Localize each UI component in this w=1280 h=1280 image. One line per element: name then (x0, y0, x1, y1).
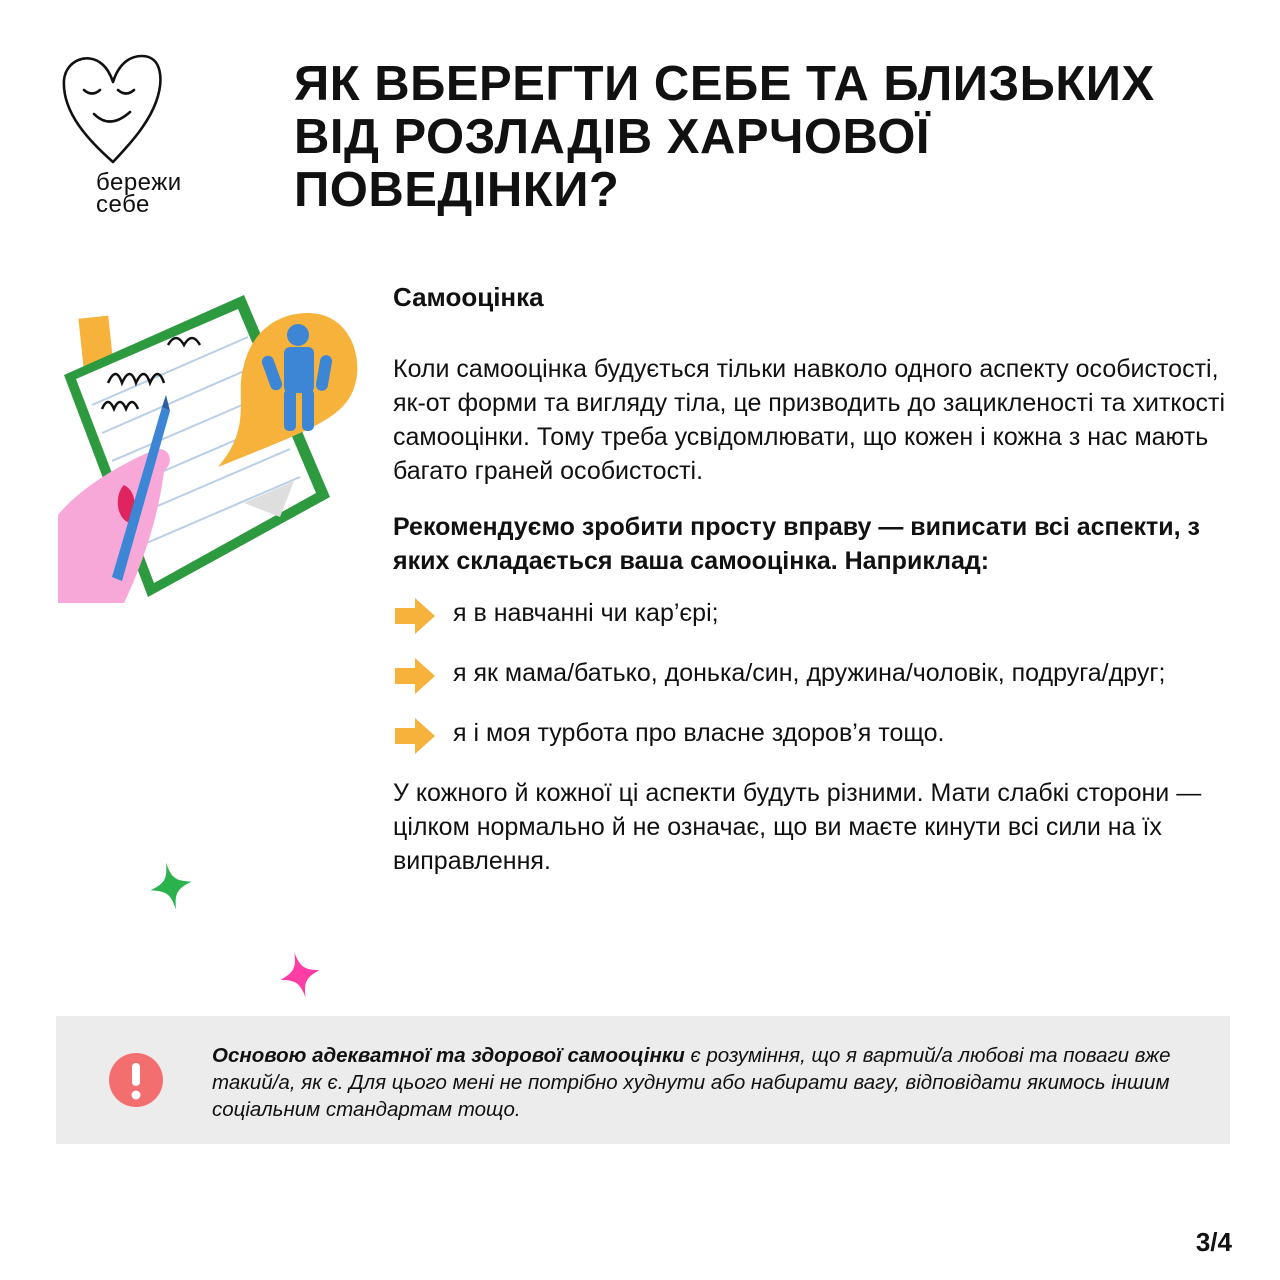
brand-name-line2: себе (96, 191, 150, 218)
notebook-illustration (58, 285, 378, 615)
green-sparkle-icon (150, 862, 192, 910)
brand-name-line1: бережи (96, 169, 182, 196)
list-item (393, 716, 1233, 756)
section-title: Самооцінка (393, 282, 544, 312)
arrow-right-icon (393, 716, 437, 756)
page-number: 3/4 (1195, 1227, 1232, 1257)
notice-rest-text: є розуміння, що я вартий/а любові та поваги вже такий/а, як є. Для цього мені не потрібно худнути або набирати вагу, відповідати якимось іншим соціальним стандартам тощо. (212, 1044, 1171, 1121)
main-content (393, 280, 1233, 900)
notice-bold-text: Основою адекватної та здорової самооцінки (212, 1044, 685, 1067)
notice-box (56, 1016, 1230, 1144)
intro-paragraph: Коли самооцінка будується тільки навколо одного аспекту особистості, як-от форми та вигляду тіла, це призводить до зацикленості та хиткості самооцінки. Тому треба усвідомлювати, що кожен і кожна з нас мають багато граней особистості. (393, 355, 1226, 485)
list-item-text: я в навчанні чи кар’єрі; (453, 599, 719, 627)
page-title: ЯК ВБЕРЕГТИ СЕБЕ ТА БЛИЗЬКИХ ВІД РОЗЛАДІВ ХАРЧОВОЇ ПОВЕДІНКИ? (294, 57, 1155, 217)
pink-sparkle-icon (280, 952, 320, 998)
list-item-text: я і моя турбота про власне здоров’я тощо. (453, 719, 945, 747)
examples-list (393, 596, 1233, 756)
exclamation-icon (108, 1052, 164, 1108)
brand-logo (58, 50, 218, 220)
brand-name (96, 169, 182, 218)
list-item (393, 596, 1233, 636)
list-item-text: я як мама/батько, донька/син, дружина/чоловік, подруга/друг; (453, 659, 1166, 687)
arrow-right-icon (393, 596, 437, 636)
conclusion-paragraph: У кожного й кожної ці аспекти будуть різними. Мати слабкі сторони — цілком нормально й не означає, що ви маєте кинути всі сили на їх виправлення. (393, 779, 1202, 875)
recommendation-paragraph: Рекомендуємо зробити просту вправу — виписати всі аспекти, з яких складається ваша самооцінка. Наприклад: (393, 513, 1200, 575)
arrow-right-icon (393, 656, 437, 696)
notebook-writing-icon (58, 285, 378, 615)
notice-text (212, 1042, 1172, 1123)
smiling-heart-icon (58, 50, 168, 168)
list-item (393, 656, 1233, 696)
